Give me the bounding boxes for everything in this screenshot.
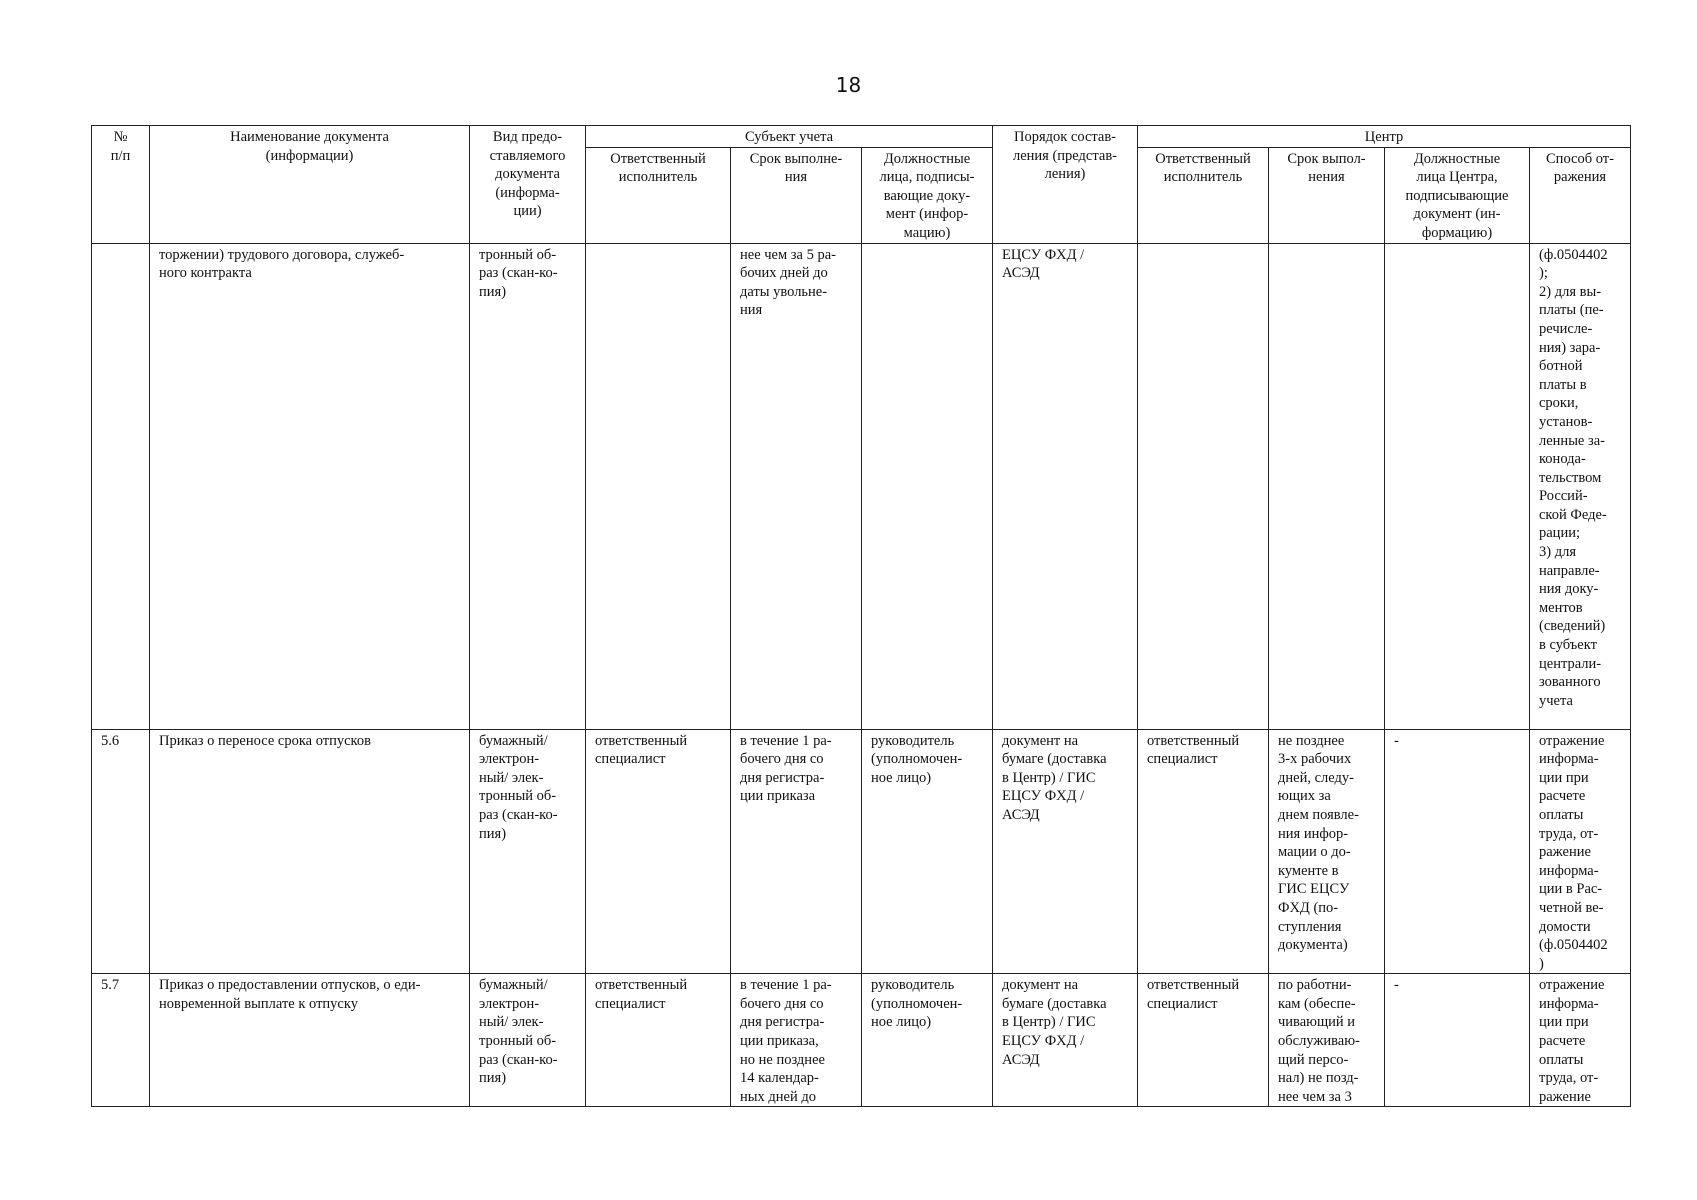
cell-subject-term: в течение 1 ра- бочего дня со дня регистра- ции приказа, но не позднее 14 календар- ных дней до <box>731 974 862 1107</box>
header-center-term: Срок выпол- нения <box>1269 147 1385 243</box>
cell-order: документ на бумаге (доставка в Центр) / ГИС ЕЦСУ ФХД / АСЭД <box>993 729 1138 974</box>
cell-document-kind: тронный об- раз (скан-ко- пия) <box>470 243 586 729</box>
table-header-row <box>92 126 1631 148</box>
cell-num <box>92 243 150 729</box>
cell-center-responsible: ответственный специалист <box>1138 729 1269 974</box>
header-center-method: Способ от- ражения <box>1530 147 1631 243</box>
cell-center-method: отражение информа- ции при расчете оплаты труда, от- ражение <box>1530 974 1631 1107</box>
cell-document-name: Приказ о предоставлении отпусков, о еди- новременной выплате к отпуску <box>150 974 470 1107</box>
header-center-responsible: Ответственный исполнитель <box>1138 147 1269 243</box>
cell-center-officials <box>1385 243 1530 729</box>
cell-document-kind: бумажный/ электрон- ный/ элек- тронный об- раз (скан-ко- пия) <box>470 974 586 1107</box>
cell-center-term: по работни- кам (обеспе- чивающий и обслуживаю- щий персо- нал) не позд- нее чем за 3 <box>1269 974 1385 1107</box>
cell-order: документ на бумаге (доставка в Центр) / ГИС ЕЦСУ ФХД / АСЭД <box>993 974 1138 1107</box>
cell-num: 5.6 <box>92 729 150 974</box>
cell-subject-officials: руководитель (уполномочен- ное лицо) <box>862 729 993 974</box>
cell-center-responsible <box>1138 243 1269 729</box>
header-order: Порядок состав- ления (представ- ления) <box>993 126 1138 244</box>
table-row <box>92 243 1631 729</box>
cell-center-term <box>1269 243 1385 729</box>
header-center-officials: Должностные лица Центра, подписывающие документ (ин- формацию) <box>1385 147 1530 243</box>
header-subject-term: Срок выполне- ния <box>731 147 862 243</box>
cell-subject-officials <box>862 243 993 729</box>
cell-center-method: отражение информа- ции при расчете оплаты труда, от- ражение информа- ции в Рас- четной ве- домости (ф.0504402 ) <box>1530 729 1631 974</box>
cell-num: 5.7 <box>92 974 150 1107</box>
header-center-group: Центр <box>1138 126 1631 148</box>
header-document-name: Наименование документа (информации) <box>150 126 470 244</box>
cell-subject-term: нее чем за 5 ра- бочих дней до даты увольне- ния <box>731 243 862 729</box>
cell-subject-term: в течение 1 ра- бочего дня со дня регистра- ции приказа <box>731 729 862 974</box>
page-number: 18 <box>835 73 862 97</box>
cell-subject-responsible: ответственный специалист <box>586 974 731 1107</box>
cell-center-term: не позднее 3-х рабочих дней, следу- ющих за днем появле- ния инфор- мации о до- кументе в ГИС ЕЦСУ ФХД (по- ступления документа) <box>1269 729 1385 974</box>
table-row <box>92 974 1631 1107</box>
header-subject-group: Субъект учета <box>586 126 993 148</box>
cell-document-name: торжении) трудового договора, служеб- ного контракта <box>150 243 470 729</box>
cell-document-kind: бумажный/ электрон- ный/ элек- тронный об- раз (скан-ко- пия) <box>470 729 586 974</box>
cell-center-officials: - <box>1385 974 1530 1107</box>
header-subject-officials: Должностные лица, подписы- вающие доку- мент (инфор- мацию) <box>862 147 993 243</box>
table-row <box>92 729 1631 974</box>
cell-center-method: (ф.0504402 ); 2) для вы- платы (пе- речисле- ния) зара- ботной платы в сроки, установ- ленные за- конода- тельством Россий- ской Феде- рации; 3) для направле- ния доку- ментов (сведений) в субъект централи- зованного учета <box>1530 243 1631 729</box>
cell-subject-responsible: ответственный специалист <box>586 729 731 974</box>
cell-center-responsible: ответственный специалист <box>1138 974 1269 1107</box>
cell-subject-responsible <box>586 243 731 729</box>
cell-order: ЕЦСУ ФХД / АСЭД <box>993 243 1138 729</box>
cell-document-name: Приказ о переносе срока отпусков <box>150 729 470 974</box>
cell-center-officials: - <box>1385 729 1530 974</box>
header-document-kind: Вид предо- ставляемого документа (информа- ции) <box>470 126 586 244</box>
cell-subject-officials: руководитель (уполномочен- ное лицо) <box>862 974 993 1107</box>
header-subject-responsible: Ответственный исполнитель <box>586 147 731 243</box>
document-table <box>91 125 1631 1107</box>
header-num: № п/п <box>92 126 150 244</box>
